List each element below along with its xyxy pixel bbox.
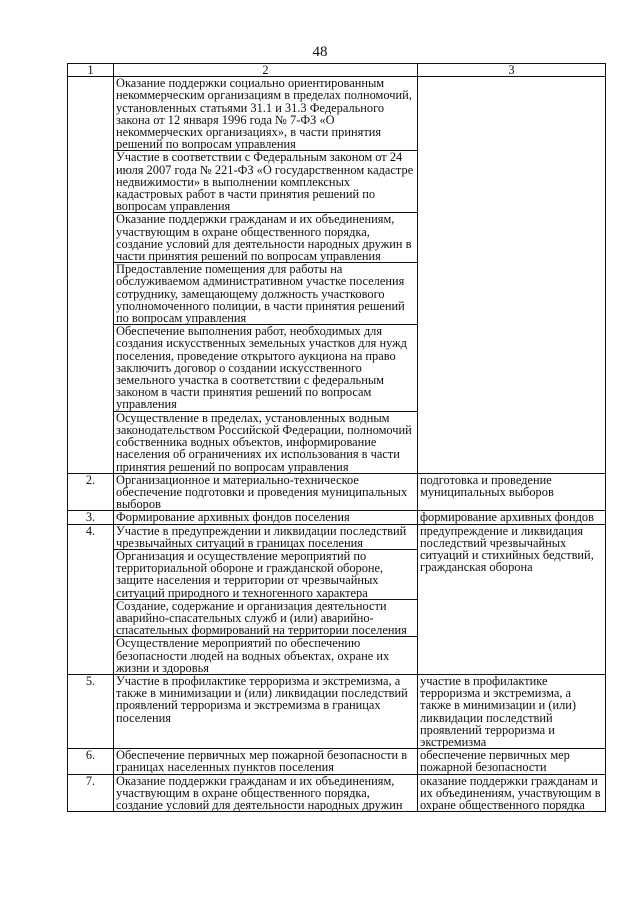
row-competence: подготовка и проведение муниципальных выборов xyxy=(418,473,606,511)
row-number xyxy=(68,77,114,474)
row-competence: предупреждение и ликвидация последствий чрезвычайных ситуаций и стихийных бедствий, гражданская оборона xyxy=(418,524,606,674)
table-row xyxy=(68,524,606,674)
table-row xyxy=(68,473,606,511)
row-description: Формирование архивных фондов поселения xyxy=(114,511,418,524)
row-number: 6. xyxy=(68,749,114,774)
sub-item: Участие в предупреждении и ликвидации последствий чрезвычайных ситуаций в границах поселения xyxy=(116,523,407,550)
sub-item: Предоставление помещения для работы на обслуживаемом административном участке поселения сотруднику, замещающему должность участкового уполномоченного полиции, в части принятия решений по вопросам управления xyxy=(114,262,417,324)
sub-item: Оказание поддержки социально ориентированным некоммерческим организациям в пределах полномочий, установленных статьями 31.1 и 31.3 Федерального закона от 12 января 1996 года № 7-ФЗ «О некоммерческих организациях», в части принятия решений по вопросам управления xyxy=(116,76,412,152)
row-competence: формирование архивных фондов xyxy=(418,511,606,524)
page-number: 48 xyxy=(312,44,328,60)
row-competence xyxy=(418,77,606,474)
sub-item: Обеспечение выполнения работ, необходимых для создания искусственных земельных участков для нужд поселения, проведение открытого аукциона на право заключить договор о создании искусственного земельного участка в соответствии с федеральным законом в части принятия решений по вопросам управления xyxy=(114,324,417,410)
row-competence: обеспечение первичных мер пожарной безопасности xyxy=(418,749,606,774)
row-number: 3. xyxy=(68,511,114,524)
sub-item: Оказание поддержки гражданам и их объединениям, участвующим в охране общественного порядка, создание условий для деятельности народных дружин в части принятия решений по вопросам управления xyxy=(114,212,417,262)
table-row xyxy=(68,749,606,774)
row-competence: оказание поддержки гражданам и их объединениям, участвующим в охране общественного порядка xyxy=(418,774,606,812)
row-number: 7. xyxy=(68,774,114,812)
sub-item: Осуществление мероприятий по обеспечению безопасности людей на водных объектах, охране их жизни и здоровья xyxy=(114,636,417,674)
sub-item: Осуществление в пределах, установленных водным законодательством Российской Федерации, полномочий собственника водных объектов, информирование населения об ограничениях их использования в части принятия решений по вопросам управления xyxy=(114,411,417,473)
row-competence: участие в профилактике терроризма и экстремизма, а также в минимизации и (или) ликвидации последствий проявлений терроризма и экстремизма xyxy=(418,674,606,748)
header-col-1: 1 xyxy=(68,64,114,77)
row-description: Обеспечение первичных мер пожарной безопасности в границах населенных пунктов поселения xyxy=(114,749,418,774)
header-col-2: 2 xyxy=(114,64,418,77)
sub-item: Организация и осуществление мероприятий по территориальной обороне и гражданской обороне, защите населения и территории от чрезвычайных ситуаций природного и техногенного характера xyxy=(114,549,417,599)
table-row xyxy=(68,511,606,524)
row-number: 2. xyxy=(68,473,114,511)
row-number: 4. xyxy=(68,524,114,674)
row-description xyxy=(114,524,418,674)
row-number: 5. xyxy=(68,674,114,748)
competence-table xyxy=(67,63,606,812)
sub-item: Создание, содержание и организация деятельности аварийно-спасательных служб и (или) аварийно-спасательных формирований на территории поселения xyxy=(114,599,417,637)
table-row xyxy=(68,774,606,812)
row-description: Организационное и материально-техническое обеспечение подготовки и проведения муниципальных выборов xyxy=(114,473,418,511)
row-description xyxy=(114,77,418,474)
row-description: Оказание поддержки гражданам и их объединениям, участвующим в охране общественного порядка, создание условий для деятельности народных дружин xyxy=(114,774,418,812)
header-col-3: 3 xyxy=(418,64,606,77)
row-description: Участие в профилактике терроризма и экстремизма, а также в минимизации и (или) ликвидации последствий проявлений терроризма и экстремизма в границах поселения xyxy=(114,674,418,748)
table-header-row xyxy=(68,64,606,77)
table-row xyxy=(68,77,606,474)
sub-item: Участие в соответствии с Федеральным законом от 24 июля 2007 года № 221-ФЗ «О государственном кадастре недвижимости» в выполнении комплексных кадастровых работ в части принятия решений по вопросам управления xyxy=(114,150,417,212)
table-row xyxy=(68,674,606,748)
